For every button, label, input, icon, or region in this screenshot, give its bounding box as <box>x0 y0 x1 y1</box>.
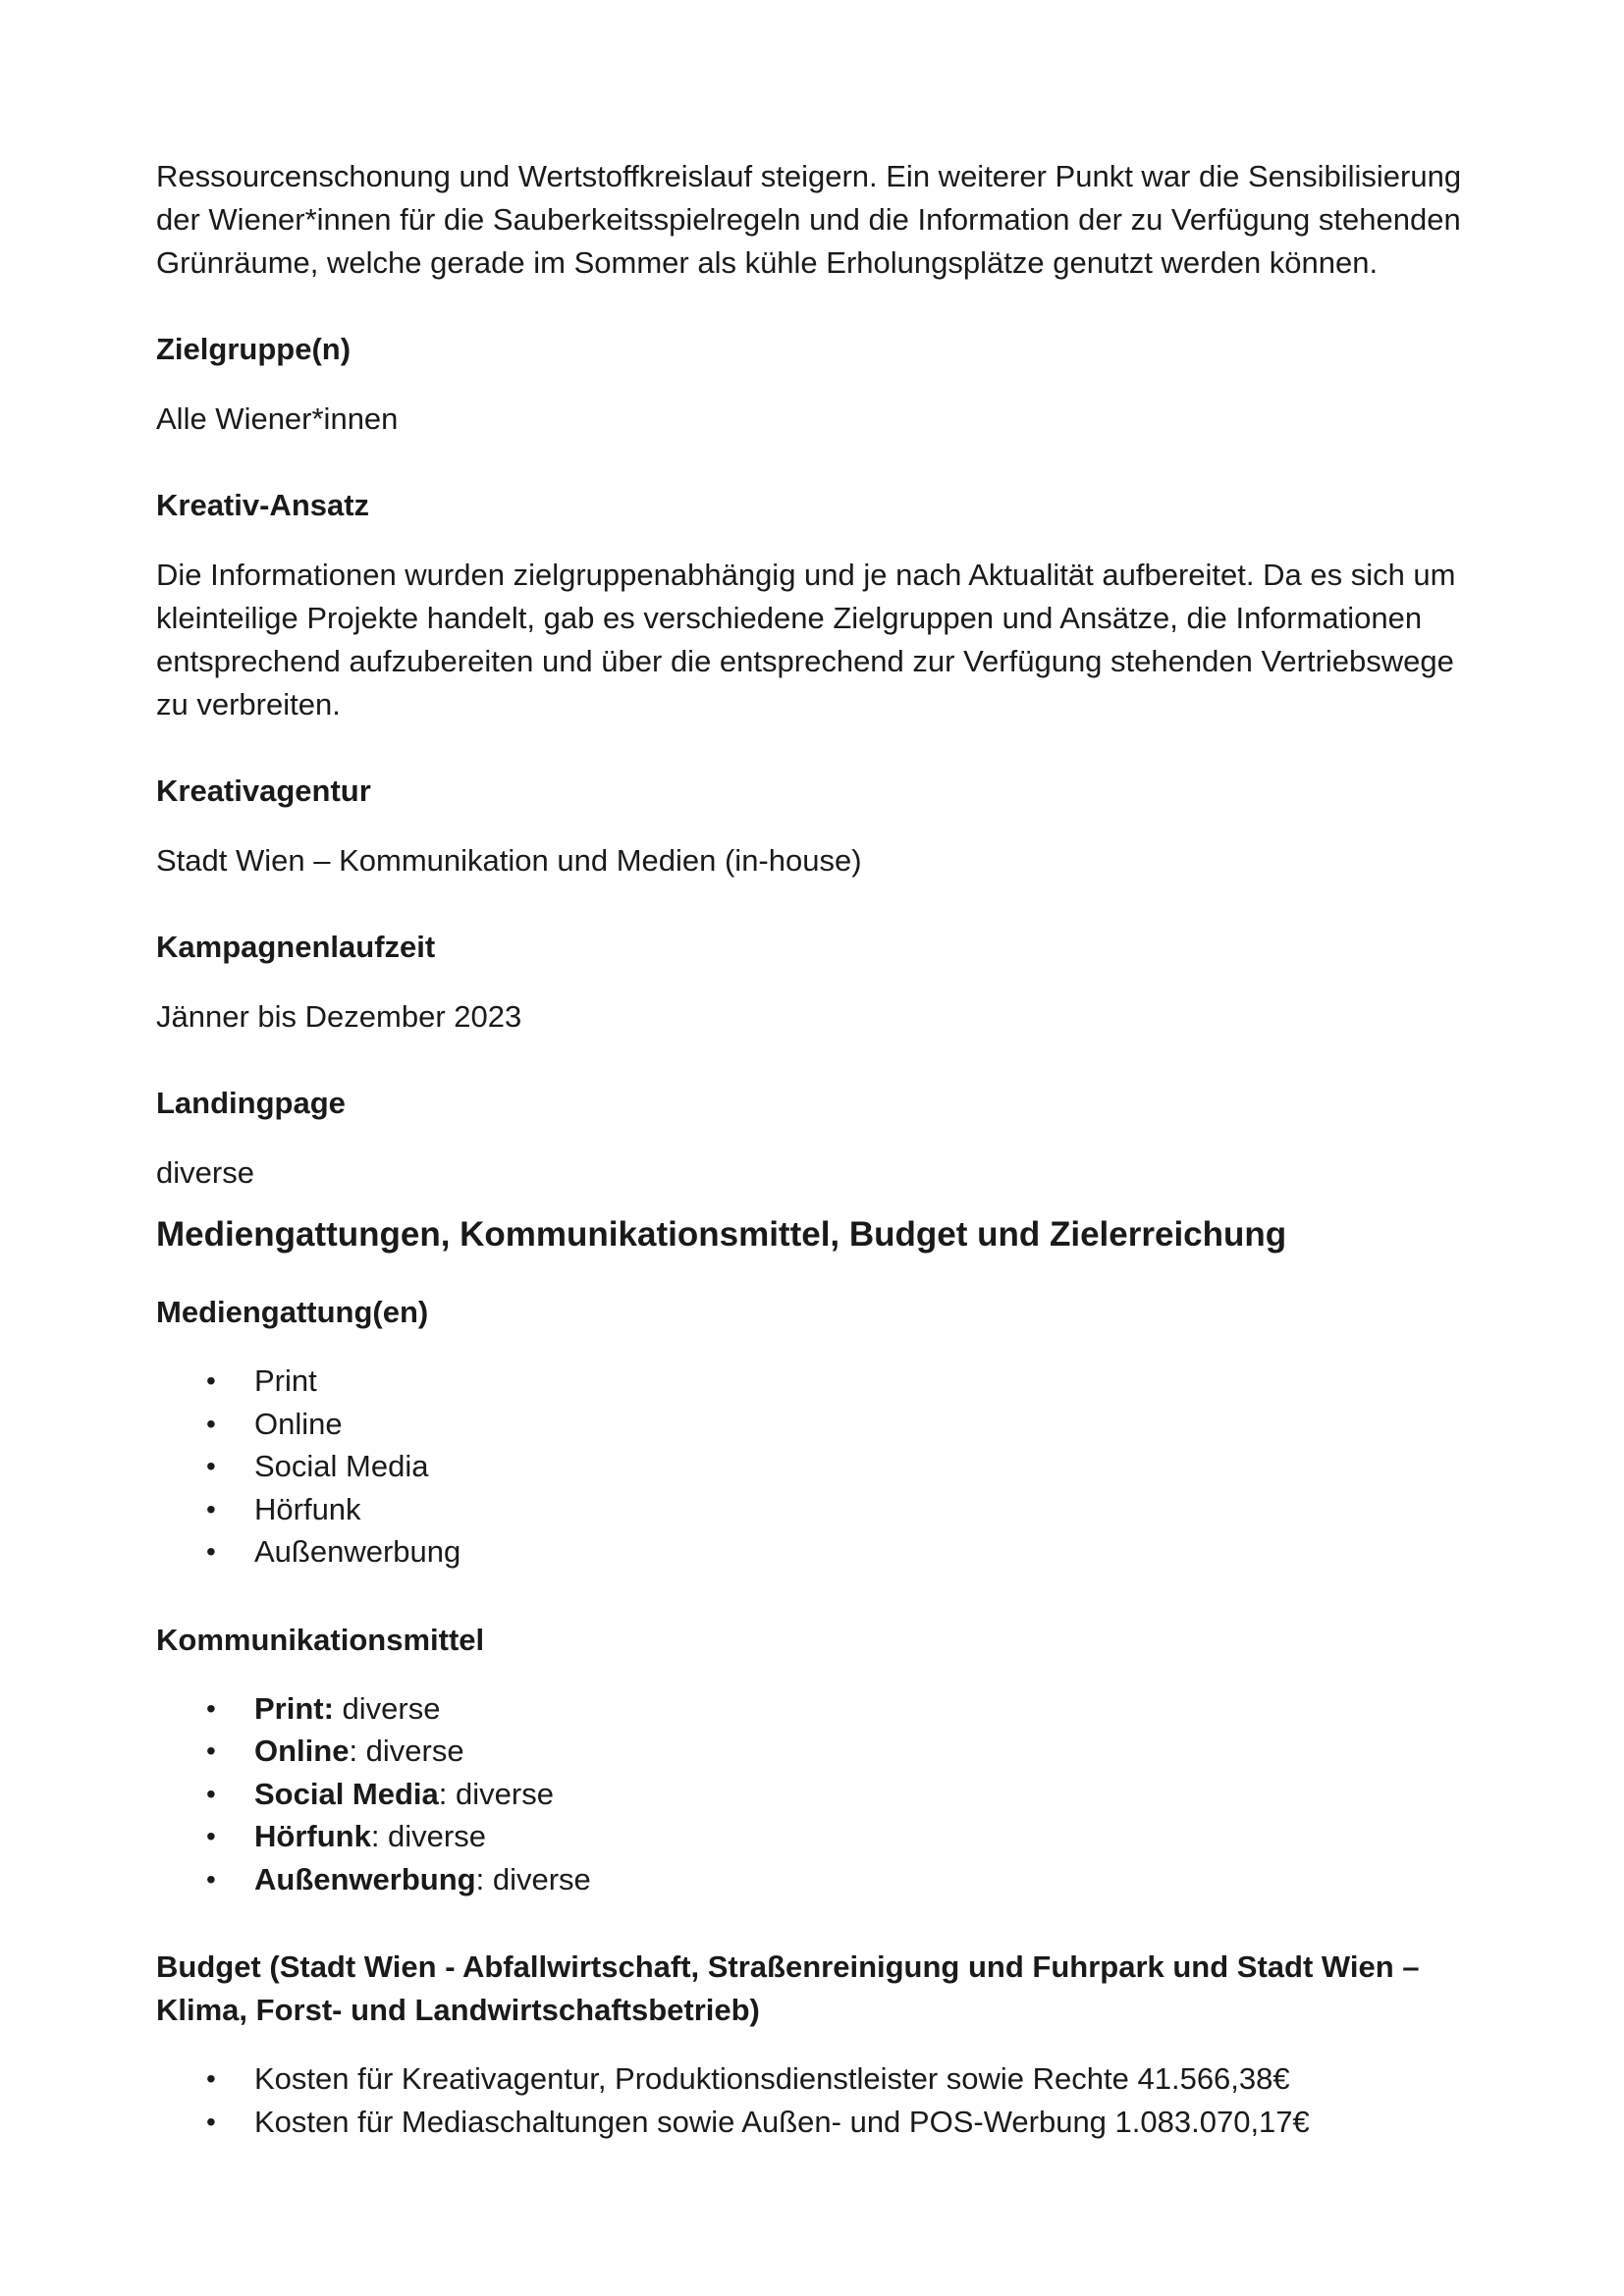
bullet-icon: • <box>206 1451 216 1481</box>
bullet-icon: • <box>206 1821 216 1851</box>
heading-kampagnenlaufzeit: Kampagnenlaufzeit <box>156 930 436 964</box>
list-item: • Online: diverse <box>156 1730 1487 1773</box>
heading-landingpage: Landingpage <box>156 1086 346 1120</box>
section-title: Mediengattungen, Kommunikationsmittel, Budget und Zielerreichung <box>156 1215 1287 1254</box>
bullet-icon: • <box>206 1408 216 1439</box>
list-item: • Print <box>156 1360 1487 1403</box>
text-landingpage: diverse <box>156 1155 254 1190</box>
list-item: • Kosten für Kreativagentur, Produktionsdienstleister sowie Rechte 41.566,38€ <box>156 2057 1487 2101</box>
list-item: • Social Media <box>156 1445 1487 1488</box>
heading-zielgruppe: Zielgruppe(n) <box>156 332 352 366</box>
text-kreativ-ansatz: Die Informationen wurden zielgruppenabhängig und je nach Aktualität aufbereitet. Da es sich um kleinteilige Projekte handelt, gab es verschiedene Zielgruppen und Ansätze, die Informationen entsprechend aufzubereiten und über die entsprechend zur Verfügung stehenden Vertriebswege zu verbreiten. <box>156 558 1456 721</box>
bullet-icon: • <box>206 1493 216 1524</box>
text-kampagnenlaufzeit: Jänner bis Dezember 2023 <box>156 999 522 1034</box>
heading-budget: Budget (Stadt Wien - Abfallwirtschaft, Straßenreinigung und Fuhrpark und Stadt Wien – Klima, Forst- und Landwirtschaftsbetrieb) <box>156 1949 1420 2027</box>
bullet-icon: • <box>206 2106 216 2137</box>
list-item: • Außenwerbung <box>156 1530 1487 1574</box>
list-item: • Social Media: diverse <box>156 1773 1487 1816</box>
intro-paragraph: Ressourcenschonung und Wertstoffkreislauf steigern. Ein weiterer Punkt war die Sensibilisierung der Wiener*innen für die Sauberkeitsspielregeln und die Information der zu Verfügung stehenden Grünräume, welche gerade im Sommer als kühle Erholungsplätze genutzt werden können. <box>156 159 1462 280</box>
list-mediengattungen <box>156 1360 1487 1574</box>
list-item: • Online <box>156 1403 1487 1446</box>
list-item: • Hörfunk: diverse <box>156 1815 1487 1858</box>
list-item: • Kosten für Mediaschaltungen sowie Außen- und POS-Werbung 1.083.070,17€ <box>156 2101 1487 2144</box>
heading-kreativagentur: Kreativagentur <box>156 774 371 808</box>
bullet-icon: • <box>206 1536 216 1567</box>
heading-kreativ-ansatz: Kreativ-Ansatz <box>156 488 370 522</box>
bullet-icon: • <box>206 1692 216 1724</box>
heading-kommunikationsmittel: Kommunikationsmittel <box>156 1622 485 1657</box>
bullet-icon: • <box>206 2063 216 2094</box>
bullet-icon: • <box>206 1778 216 1809</box>
list-item: • Print: diverse <box>156 1687 1487 1731</box>
heading-mediengattungen: Mediengattung(en) <box>156 1295 429 1329</box>
list-item: • Hörfunk <box>156 1488 1487 1531</box>
bullet-icon: • <box>206 1863 216 1895</box>
list-item: • Außenwerbung: diverse <box>156 1858 1487 1901</box>
list-kommunikationsmittel <box>156 1687 1487 1901</box>
text-kreativagentur: Stadt Wien – Kommunikation und Medien (in-house) <box>156 843 862 878</box>
bullet-icon: • <box>206 1735 216 1766</box>
text-zielgruppe: Alle Wiener*innen <box>156 401 399 436</box>
list-budget <box>156 2057 1487 2143</box>
bullet-icon: • <box>206 1365 216 1396</box>
